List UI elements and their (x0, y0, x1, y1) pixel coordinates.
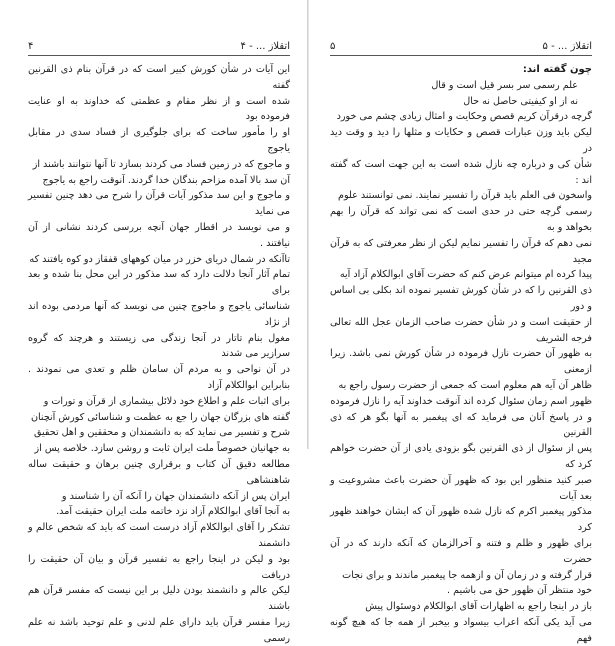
book-gutter (307, 0, 309, 449)
text-line: این آیات در شأن کورش کبیر است که در قرآن بنام ذی القرنین گفته (28, 64, 290, 91)
text-line: مغول بنام تاتار در آنجا زندگی می زیستند و هرچند که گروه سرازیر می شدند (28, 332, 290, 360)
text-line: تمام آثار آنجا دلالت دارد که سد مذکور در این محل بنا شده و بعد برای (28, 269, 290, 297)
text-line: شرح و تفسیر می نماید که به دانشمندان و محققین و اهل تحقیق (34, 427, 290, 439)
text-line: در آن نواحی و به مردم آن سامان ظلم و تعدی می نمودند . بنابراین ابوالکلام آزاد (28, 364, 290, 391)
text-line: تاآنکه در شمال دریای خزر در میان کوههای قفقاز دو کوه یافتند که (29, 253, 290, 265)
right-body-lines (330, 109, 592, 646)
text-line: به ظهور آن حضرت نازل فرموده در شأن کورش نمی باشد. زیرا ازمعنی (330, 348, 592, 376)
text-line: رسمی گرچه حتی در حدی است که نمی تواند که قرآن را بهم بخواهد و به (330, 206, 592, 233)
text-line: مذکور پیغمبر اکرم که نازل شده ظهور آن که ایشان خواهند ظهور کرد (330, 506, 592, 534)
text-line: شأن کی و درباره چه نازل شده است به این جهت است که گفته اند : (330, 158, 592, 186)
text-line: مطالعه دقیق آن کتاب و برقراری چنین برهان و حقیقت ساله شاهنشاهی (28, 458, 290, 486)
right-verse-2: نه از او کیفیتی حاصل نه حال (463, 95, 578, 107)
left-page-number: ۴ (28, 41, 34, 52)
text-line: و می نویسد در اقطار جهان آنچه بررسی کردند نشانی از آن نیافتند . (28, 221, 290, 249)
text-line: شناسائی یاجوج و ماجوج چنین می نویسد که آنها مردمی بوده اند از نژاد (28, 300, 290, 328)
text-line: و در پاسخ آنان می فرماید که ای پیغمبر به آنها بگو هر که ذی القرنین (330, 411, 592, 439)
text-line: می آید یکی آنکه اعراب بیسواد و بیخبر از همه جا که هیچ گونه فهم (330, 616, 592, 644)
text-line: ظاهر آن آیه هم معلوم است که جمعی از حضرت رسول راجع به (338, 379, 592, 391)
right-page-body (330, 62, 592, 646)
text-line: گرچه درقرآن کریم قصص وحکایت و امثال زیادی چشم می خورد (336, 111, 592, 123)
text-line: ذی القرنین را که در شأن کورش تفسیر نموده اند بکلی بی اساس و دور (330, 285, 592, 312)
text-line: باز در اینجا راجع به اظهارات آقای ابوالکلام دوسئوال پیش (365, 601, 592, 613)
text-line: و ماجوج و این سد مذکور آیات قرآن را شرح می دهد چنین تفسیر می نماید (28, 190, 290, 218)
right-page (330, 0, 592, 644)
text-line: واسخون فی العلم باید قرآن را تفسیر نمایند. نمی توانستند علوم (338, 190, 592, 202)
text-line: ایران پس از آنکه دانشمندان جهان را آنکه آن را شناسند و (61, 490, 290, 502)
left-page (28, 0, 290, 644)
text-line: به جهانیان خصوصاً ملت ایران ثابت و روشن سازد. خلاصه پس از (34, 443, 290, 455)
text-line: گفته های بزرگان جهان را جع به عظمت و شناسائی کورش آنچنان (30, 411, 290, 423)
text-line: و ماجوج که در زمین فساد می کردند بسازد تا آنها نتوانند باشند از (32, 158, 290, 170)
text-line: زیرا مفسر قرآن باید دارای علم لدنی و علم توحید باشد نه علم رسمی (28, 616, 290, 644)
right-verse-1: علم رسمی سر بسر قیل است و قال (431, 79, 578, 91)
text-line: لیکن عالم و دانشمند بودن دلیل بر این نیست که مفسر قرآن هم باشند (28, 585, 290, 613)
text-line: او را مأمور ساخت که برای جلوگیری از فساد سدی در مقابل یاجوج (28, 127, 290, 154)
text-line: خود منتظر آن ظهور حق می باشیم . (447, 585, 592, 597)
text-line: صبر کنید منظور این بود که ظهور آن حضرت باعث مشروعیت و بعد آیات (330, 474, 592, 502)
left-header-title: اتقلاز ... - ۴ (240, 41, 290, 52)
text-line: بود و لیکن در اینجا راجع به تفسیر قرآن و بیان آن حقیقت را دریافت (28, 553, 290, 581)
text-line: ظهور اسم زمان سئوال کرده اند آنوقت خداوند آیه را نازل فرموده (330, 395, 592, 407)
left-page-body (28, 62, 290, 646)
text-line: تشکر را آقای ابوالکلام آزاد درست است که باید که شخص عالم و دانشمند (28, 522, 290, 549)
right-opening-line: چون گفته اند: (522, 64, 592, 75)
text-line: لیکن باید وزن عبارات قصص و حکایات و مثلها را دید و وقت دید در (330, 127, 592, 154)
text-line: برای ظهور و ظلم و فتنه و آخرالزمان که آنکه دارند که در آن حضرت (330, 537, 592, 565)
text-line: به آنجا آقای ابوالکلام آزاد نزد خاتمه ملت ایران حقیقت آمد. (56, 506, 290, 518)
text-line: قرار گرفته و در زمان آن و ازهمه جا پیغمبر ماندند و برای نجات (342, 569, 592, 581)
text-line: پیدا کرده ام میتوانم عرض کنم که حضرت آقای ابوالکلام آزاد آیه (339, 269, 592, 281)
right-page-number: ۵ (330, 41, 336, 52)
text-line: برای اثبات علم و اطلاع خود دلائل بیشماری از قرآن و تورات و (43, 395, 290, 407)
text-line: نمی دهم که قرآن را تفسیر نمایم لیکن از نظر معرفتی که به قرآن مجید (330, 237, 592, 265)
text-line: از حقیقت است و در شأن حضرت صاحب الزمان عجل الله تعالی فرجه الشریف (330, 316, 592, 344)
text-line: شده است و از نظر مقام و عظمتی که خداوند به او عنایت فرموده بود (28, 95, 290, 123)
text-line: آن سد بالا آمده مزاحم بندگان خدا گردند. آنوقت راجع به یاجوج (42, 174, 290, 186)
right-header-title: اتقلاز ... - ۵ (542, 41, 592, 52)
text-line: پس از سئوال از ذی القرنین بگو بزودی یادی از آن حضرت خواهم کرد که (330, 443, 592, 470)
